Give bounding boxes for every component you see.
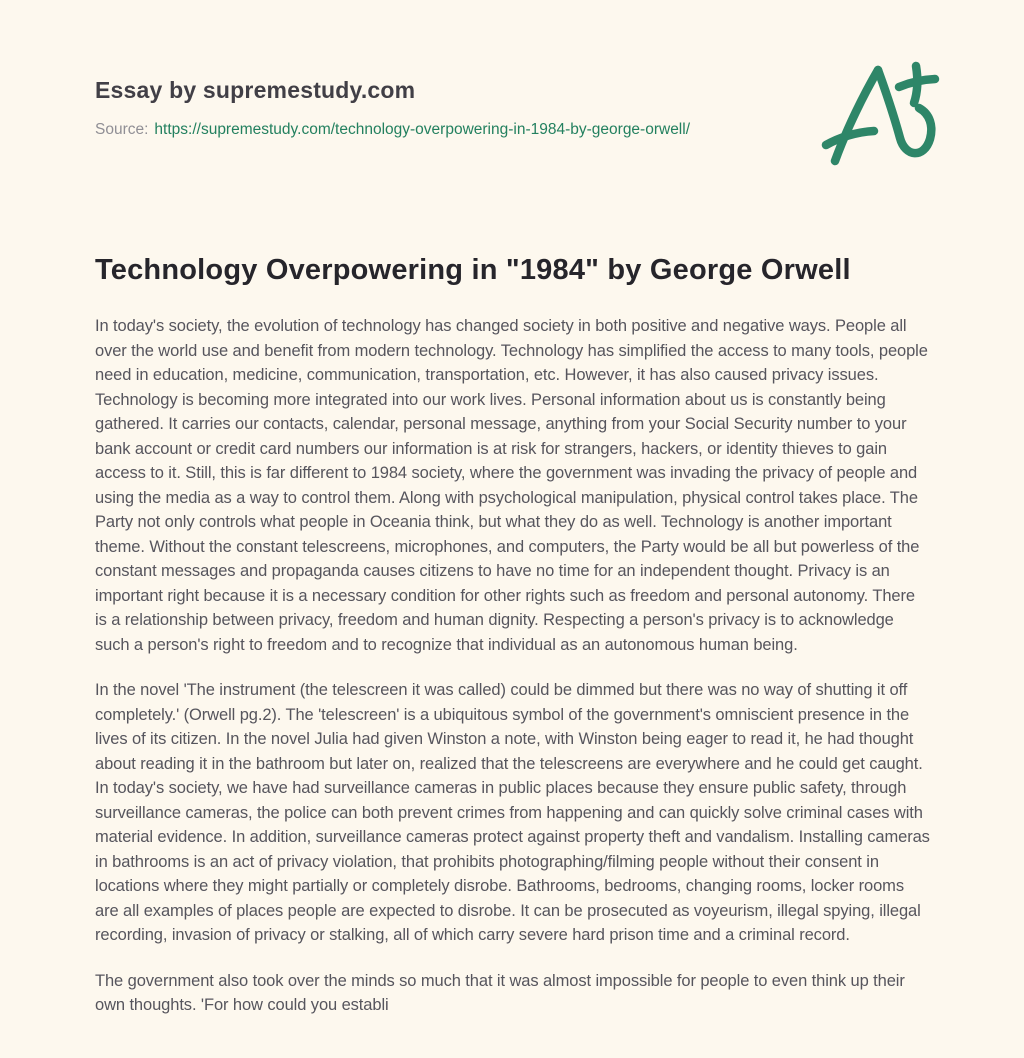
a-plus-logo-icon	[820, 58, 942, 168]
essay-title: Technology Overpowering in "1984" by George Orwell	[95, 254, 851, 286]
source-link[interactable]: https://supremestudy.com/technology-overpowering-in-1984-by-george-orwell/	[154, 121, 691, 138]
source-label: Source:	[95, 121, 149, 138]
byline: Essay by supremestudy.com	[95, 77, 416, 103]
essay-paragraph-1: In today's society, the evolution of technology has changed society in both positive and negative ways. People all over the world use and benefit from modern technology. Technology has simplified the access to many tools, people need in education, medicine, communication, transportation, etc. However, it has also caused privacy issues. Technology is becoming more integrated into our work lives. Personal information about us is constantly being gathered. It carries our contacts, calendar, personal message, anything from your Social Security number to your bank account or credit card numbers our information is at risk for strangers, hackers, or identity thieves to gain access to it. Still, this is far different to 1984 society, where the government was invading the privacy of people and using the media as a way to control them. Along with psychological manipulation, physical control takes place. The Party not only controls what people in Oceania think, but what they do as well. Technology is another important theme. Without the constant telescreens, microphones, and computers, the Party would be all but powerless of the constant messages and propaganda causes citizens to have no time for an independent thought. Privacy is an important right because it is a necessary condition for other rights such as freedom and personal autonomy. There is a relationship between privacy, freedom and human dignity. Respecting a person's privacy is to acknowledge such a person's right to freedom and to recognize that individual as an autonomous human being.	[95, 317, 928, 654]
essay-body	[95, 252, 930, 1018]
source-row	[95, 119, 930, 140]
essay-paragraph-2: In the novel 'The instrument (the telescreen it was called) could be dimmed but there was no way of shutting it off completely.' (Orwell pg.2). The 'telescreen' is a ubiquitous symbol of the government's omniscient presence in the lives of its citizen. In the novel Julia had given Winston a note, with Winston being eager to read it, he had thought about reading it in the bathroom but later on, realized that the telescreens are everywhere and he could get caught. In today's society, we have had surveillance cameras in public places because they ensure public safety, through surveillance cameras, the police can both prevent crimes from happening and can quickly solve criminal cases with material evidence. In addition, surveillance cameras protect against property theft and vandalism. Installing cameras in bathrooms is an act of privacy violation, that prohibits photographing/filming people without their consent in locations where they might partially or completely disrobe. Bathrooms, bedrooms, changing rooms, locker rooms are all examples of places people are expected to disrobe. It can be prosecuted as voyeurism, illegal spying, illegal recording, invasion of privacy or stalking, all of which carry severe hard prison time and a criminal record.	[95, 681, 930, 944]
page-header	[95, 0, 930, 140]
essay-paragraph-3: The government also took over the minds so much that it was almost impossible for people to even think up their own thoughts. 'For how could you establi	[95, 971, 905, 1014]
